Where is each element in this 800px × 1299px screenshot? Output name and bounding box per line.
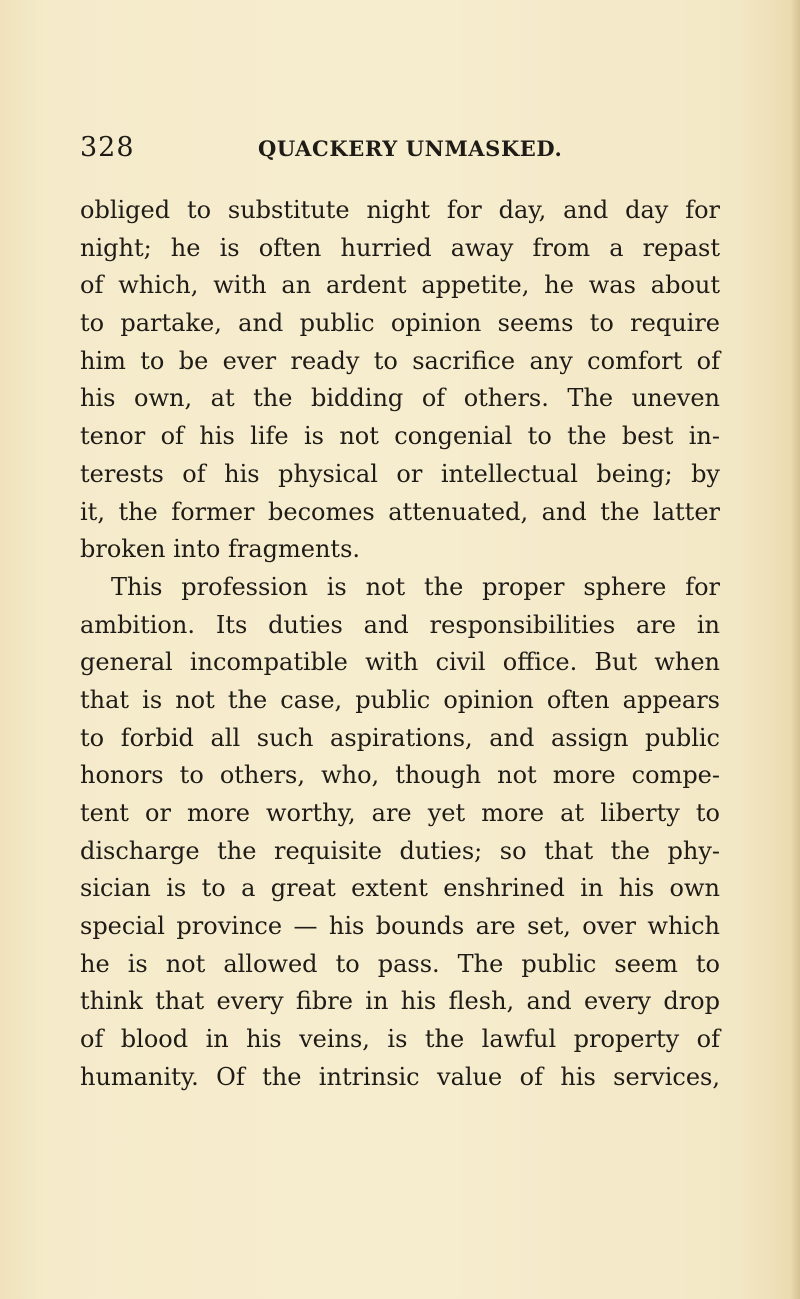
text-line: honors to others, who, though not more compe-	[80, 761, 720, 790]
text-line: ambition. Its duties and responsibilities are in	[80, 610, 720, 639]
text-line: sician is to a great extent enshrined in his own	[80, 874, 720, 903]
running-head: QUACKERY UNMASKED.	[258, 136, 563, 161]
text-line: night; he is often hurried away from a repast	[80, 233, 720, 262]
paragraph-start-line: This profession is not the proper sphere for	[111, 572, 720, 601]
page-header	[80, 131, 720, 167]
text-line: of blood in his veins, is the lawful property of	[80, 1025, 720, 1054]
text-line: terests of his physical or intellectual being; by	[80, 459, 720, 488]
text-line: to partake, and public opinion seems to require	[80, 309, 720, 338]
text-line: humanity. Of the intrinsic value of his services,	[80, 1062, 720, 1091]
text-line: tent or more worthy, are yet more at liberty to	[80, 799, 720, 827]
text-line: of which, with an ardent appetite, he was about	[80, 271, 720, 300]
body-text	[80, 192, 720, 1097]
text-line: obliged to substitute night for day, and day for	[80, 196, 720, 224]
text-line: discharge the requisite duties; so that the phy-	[80, 836, 720, 865]
text-line: tenor of his life is not congenial to the best in-	[80, 422, 720, 451]
text-line: it, the former becomes attenuated, and the latter	[80, 497, 720, 526]
text-line: general incompatible with civil office. But when	[80, 648, 720, 677]
text-line: special province — his bounds are set, over which	[80, 912, 720, 941]
text-line: that is not the case, public opinion often appears	[80, 685, 720, 714]
page-number: 328	[80, 132, 135, 163]
page-edge-shadow	[790, 0, 800, 1299]
text-line: his own, at the bidding of others. The uneven	[80, 384, 720, 413]
text-line: to forbid all such aspirations, and assign public	[80, 723, 720, 752]
text-line: he is not allowed to pass. The public seem to	[80, 949, 720, 978]
text-line: think that every fibre in his flesh, and every drop	[80, 987, 720, 1016]
text-line: him to be ever ready to sacrifice any comfort of	[80, 346, 720, 375]
text-line: broken into fragments.	[80, 535, 361, 564]
